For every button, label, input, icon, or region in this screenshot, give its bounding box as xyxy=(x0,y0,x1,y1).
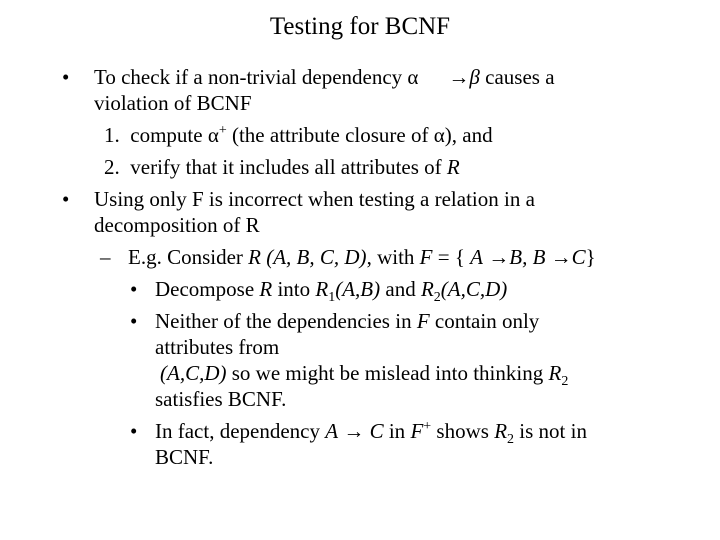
bullet2-line2: decomposition of R xyxy=(94,213,260,237)
sub-bullet-neither-line1: Neither of the dependencies in F contain only xyxy=(155,309,540,333)
sub-bullet-glyph: • xyxy=(130,309,138,333)
bullet-glyph: • xyxy=(62,187,70,211)
sub-bullet-neither-line2: attributes from xyxy=(155,335,280,359)
step-1: 1. compute α+ (the attribute closure of α), and xyxy=(104,123,493,147)
bullet1-line1: To check if a non-trivial dependency α →β causes a xyxy=(94,65,555,89)
slide-title: Testing for BCNF xyxy=(269,13,451,40)
sub-bullet-neither-line4: satisfies BCNF. xyxy=(155,387,287,411)
sub-bullet-infact-line1: In fact, dependency A → C in F+ shows $R_2$ is not in xyxy=(155,419,587,447)
sub-bullet-infact-line2: BCNF. xyxy=(155,445,214,469)
dash-glyph: – xyxy=(100,245,111,269)
sub-bullet-neither-line3: (A,C,D) so we might be mislead into thinking $R_2$ xyxy=(160,361,569,389)
sub-bullet-glyph: • xyxy=(130,277,138,301)
step-number: 2. xyxy=(104,155,120,179)
bullet2-line1: Using only F is incorrect when testing a relation in a xyxy=(94,187,535,211)
alpha-symbol: α xyxy=(407,65,419,89)
sub-bullet-decompose: Decompose R into $R_1(A,B)$ and $R_2(A,C,D)$ xyxy=(155,277,508,305)
beta-symbol: β xyxy=(469,65,480,89)
bullet-glyph: • xyxy=(62,65,70,89)
step-number: 1. xyxy=(104,123,120,147)
arrow-symbol: → xyxy=(448,65,470,89)
bullet1-line2: violation of BCNF xyxy=(94,91,252,115)
step-2: 2. verify that it includes all attributes of R xyxy=(104,155,460,179)
example-line: E.g. Consider R (A, B, C, D), with F = { A →B, B →C} xyxy=(128,245,596,269)
sub-bullet-glyph: • xyxy=(130,419,138,443)
